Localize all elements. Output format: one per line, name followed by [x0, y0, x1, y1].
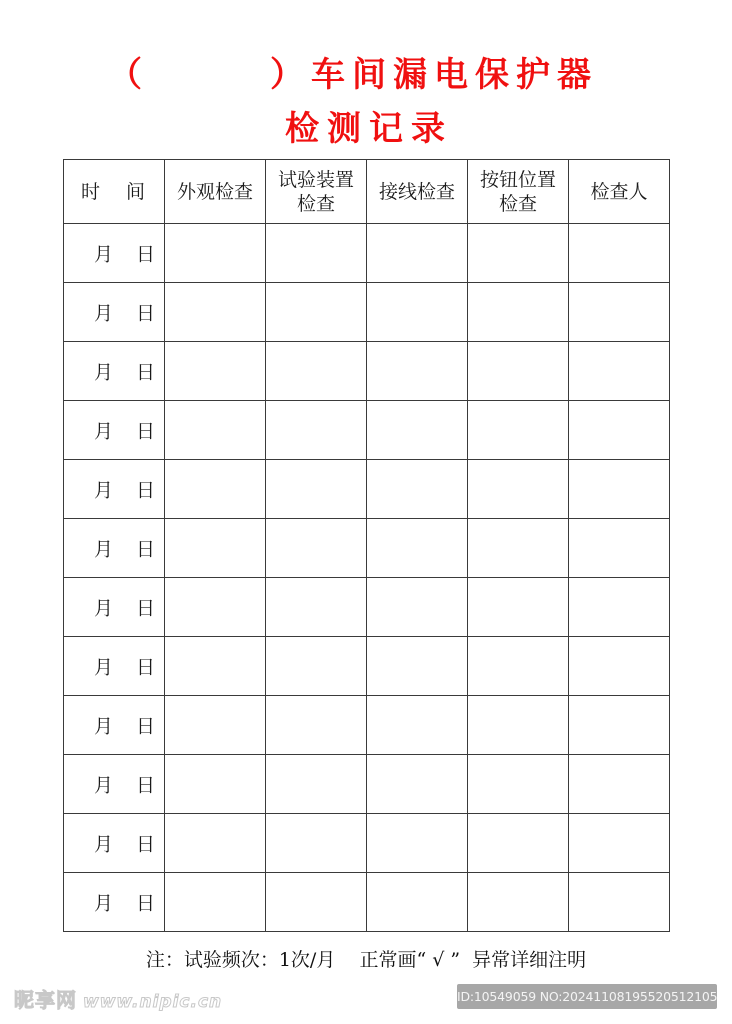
date-cell[interactable] — [64, 755, 165, 814]
table-row — [64, 637, 670, 696]
month-label: 月 — [94, 538, 114, 561]
appearance-cell[interactable] — [165, 401, 266, 460]
day-label: 日 — [136, 420, 156, 443]
day-label: 日 — [136, 243, 156, 266]
wiring-cell[interactable] — [367, 696, 468, 755]
inspector-cell[interactable] — [569, 578, 670, 637]
wiring-cell[interactable] — [367, 460, 468, 519]
date-cell[interactable] — [64, 283, 165, 342]
test-device-cell[interactable] — [266, 460, 367, 519]
table-header-row — [64, 160, 670, 224]
test-device-cell[interactable] — [266, 283, 367, 342]
button-position-cell[interactable] — [468, 814, 569, 873]
header-test-device-check — [266, 160, 367, 224]
day-label: 日 — [136, 715, 156, 738]
table-row — [64, 578, 670, 637]
inspector-cell[interactable] — [569, 873, 670, 932]
date-cell[interactable] — [64, 637, 165, 696]
inspector-cell[interactable] — [569, 755, 670, 814]
title-line-1 — [0, 52, 732, 98]
appearance-cell[interactable] — [165, 696, 266, 755]
wiring-cell[interactable] — [367, 342, 468, 401]
day-label: 日 — [136, 597, 156, 620]
inspector-cell[interactable] — [569, 283, 670, 342]
date-cell[interactable] — [64, 460, 165, 519]
header-wiring-check: 接线检查 — [367, 160, 468, 224]
header-time: 时 间 — [64, 160, 165, 224]
date-cell[interactable] — [64, 224, 165, 283]
button-position-cell[interactable] — [468, 637, 569, 696]
test-device-cell[interactable] — [266, 755, 367, 814]
wiring-cell[interactable] — [367, 224, 468, 283]
appearance-cell[interactable] — [165, 578, 266, 637]
month-label: 月 — [94, 597, 114, 620]
table-row — [64, 224, 670, 283]
header-appearance-check: 外观检查 — [165, 160, 266, 224]
appearance-cell[interactable] — [165, 519, 266, 578]
inspection-record-table — [63, 159, 670, 932]
test-device-cell[interactable] — [266, 814, 367, 873]
test-device-cell[interactable] — [266, 342, 367, 401]
button-position-cell[interactable] — [468, 401, 569, 460]
watermark-site-name: 昵享网 — [14, 988, 77, 1012]
table-row — [64, 401, 670, 460]
day-label: 日 — [136, 892, 156, 915]
inspector-cell[interactable] — [569, 519, 670, 578]
month-label: 月 — [94, 833, 114, 856]
date-cell[interactable] — [64, 578, 165, 637]
wiring-cell[interactable] — [367, 578, 468, 637]
title-workshop-heading: ）车间漏电保护器 — [270, 55, 598, 95]
table-row — [64, 460, 670, 519]
header-button-position-check — [468, 160, 569, 224]
button-position-cell[interactable] — [468, 460, 569, 519]
table-row — [64, 519, 670, 578]
table-row — [64, 283, 670, 342]
button-position-cell[interactable] — [468, 578, 569, 637]
button-position-cell[interactable] — [468, 696, 569, 755]
inspector-cell[interactable] — [569, 460, 670, 519]
day-label: 日 — [136, 361, 156, 384]
header-button-position-line1: 按钮位置 — [479, 168, 556, 191]
month-label: 月 — [94, 479, 114, 502]
appearance-cell[interactable] — [165, 873, 266, 932]
title-line-2: 检测记录 — [285, 109, 453, 149]
inspector-cell[interactable] — [569, 401, 670, 460]
test-device-cell[interactable] — [266, 637, 367, 696]
watermark-id-badge: ID:10549059 NO:20241108195520512105 — [457, 984, 717, 1009]
header-test-device-line2: 检查 — [296, 192, 335, 215]
day-label: 日 — [136, 656, 156, 679]
wiring-cell[interactable] — [367, 519, 468, 578]
wiring-cell[interactable] — [367, 283, 468, 342]
button-position-cell[interactable] — [468, 342, 569, 401]
month-label: 月 — [94, 243, 114, 266]
date-cell[interactable] — [64, 696, 165, 755]
month-label: 月 — [94, 715, 114, 738]
wiring-cell[interactable] — [367, 401, 468, 460]
header-button-position-line2: 检查 — [498, 192, 537, 215]
inspector-cell[interactable] — [569, 814, 670, 873]
table-row — [64, 814, 670, 873]
title-open-paren: （ — [108, 55, 142, 95]
month-label: 月 — [94, 892, 114, 915]
appearance-cell[interactable] — [165, 342, 266, 401]
appearance-cell[interactable] — [165, 814, 266, 873]
wiring-cell[interactable] — [367, 873, 468, 932]
table-body — [64, 224, 670, 932]
appearance-cell[interactable] — [165, 637, 266, 696]
footnote: 注：试验频次：1次/月 正常画“ √ ” 异常详细注明 — [145, 949, 587, 971]
table-row — [64, 342, 670, 401]
button-position-cell[interactable] — [468, 873, 569, 932]
date-cell[interactable] — [64, 519, 165, 578]
day-label: 日 — [136, 479, 156, 502]
appearance-cell[interactable] — [165, 755, 266, 814]
month-label: 月 — [94, 361, 114, 384]
day-label: 日 — [136, 538, 156, 561]
month-label: 月 — [94, 302, 114, 325]
test-device-cell[interactable] — [266, 519, 367, 578]
date-cell[interactable] — [64, 814, 165, 873]
day-label: 日 — [136, 302, 156, 325]
inspector-cell[interactable] — [569, 637, 670, 696]
button-position-cell[interactable] — [468, 755, 569, 814]
test-device-cell[interactable] — [266, 578, 367, 637]
watermark-site — [14, 984, 222, 1013]
test-device-cell[interactable] — [266, 401, 367, 460]
wiring-cell[interactable] — [367, 637, 468, 696]
button-position-cell[interactable] — [468, 519, 569, 578]
button-position-cell[interactable] — [468, 283, 569, 342]
date-cell[interactable] — [64, 873, 165, 932]
button-position-cell[interactable] — [468, 224, 569, 283]
table-row — [64, 696, 670, 755]
test-device-cell[interactable] — [266, 873, 367, 932]
header-test-device-line1: 试验装置 — [277, 168, 354, 191]
day-label: 日 — [136, 774, 156, 797]
inspector-cell[interactable] — [569, 696, 670, 755]
month-label: 月 — [94, 774, 114, 797]
wiring-cell[interactable] — [367, 755, 468, 814]
month-label: 月 — [94, 656, 114, 679]
appearance-cell[interactable] — [165, 283, 266, 342]
appearance-cell[interactable] — [165, 224, 266, 283]
header-inspector: 检查人 — [569, 160, 670, 224]
table-row — [64, 755, 670, 814]
date-cell[interactable] — [64, 401, 165, 460]
appearance-cell[interactable] — [165, 460, 266, 519]
test-device-cell[interactable] — [266, 224, 367, 283]
table-row — [64, 873, 670, 932]
date-cell[interactable] — [64, 342, 165, 401]
watermark-site-url: www.nipic.cn — [83, 992, 223, 1012]
test-device-cell[interactable] — [266, 696, 367, 755]
day-label: 日 — [136, 833, 156, 856]
month-label: 月 — [94, 420, 114, 443]
inspector-cell[interactable] — [569, 224, 670, 283]
wiring-cell[interactable] — [367, 814, 468, 873]
inspector-cell[interactable] — [569, 342, 670, 401]
